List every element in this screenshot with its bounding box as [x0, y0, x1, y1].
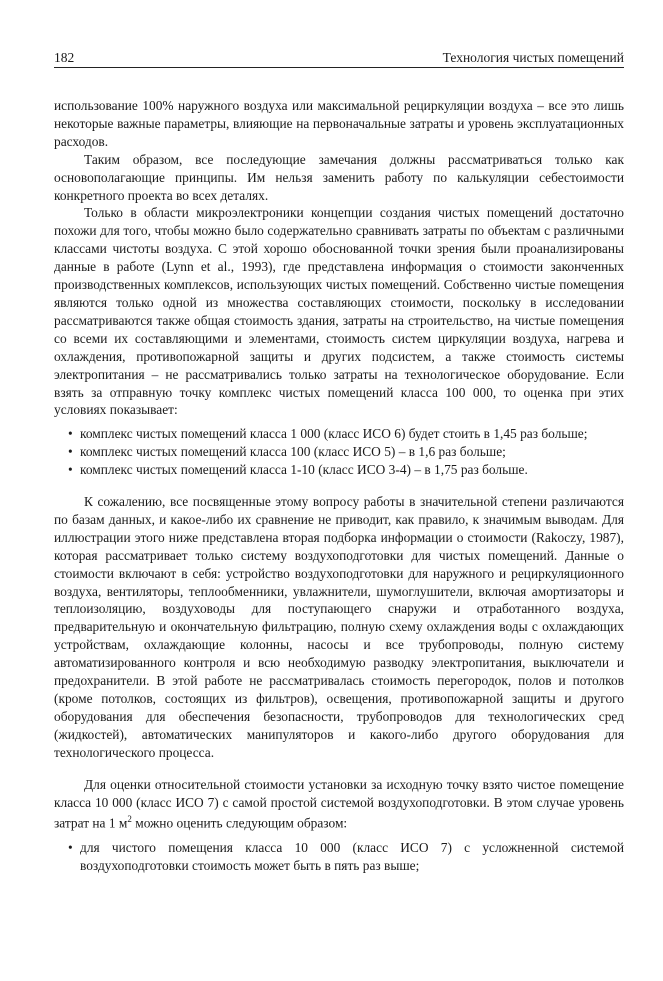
- running-header: [54, 46, 624, 68]
- paragraph-5: [54, 776, 624, 833]
- list-item: • комплекс чистых помещений класса 1-10 (класс ИСО 3-4) – в 1,75 раз больше.: [68, 461, 624, 479]
- list-item: • для чистого помещения класса 10 000 (класс ИСО 7) с усложненной системой воздухоподготовки стоимость может быть в пять раз выше;: [68, 839, 624, 875]
- paragraph-5-text-b: можно оценить следующим образом:: [131, 815, 348, 831]
- header-rule: [54, 67, 624, 68]
- bullet-list-1: [54, 425, 624, 479]
- paragraph-5-text-a: Для оценки относительной стоимости установки за исходную точку взято чистое помещение класса 10 000 (класс ИСО 7) с самой простой системой воздухоподготовки. В этом случае уровень затрат на 1 м: [54, 776, 624, 831]
- list-item: • комплекс чистых помещений класса 1 000 (класс ИСО 6) будет стоить в 1,45 раз больше;: [68, 425, 624, 443]
- paragraph-4: К сожалению, все посвященные этому вопросу работы в значительной степени различаются по базам данных, и какое-либо их сравнение не приводит, как правило, к значимым выводам. Для иллюстрации этого ниже представлена вторая подборка информации о стоимости (Rakoczy, 1987), которая рассматривает только систему воздухоподготовки для чистых помещений. Данные о стоимости включают в себя: устройство воздухоподготовки для наружного и рециркуляционного воздуха, вентиляторы, теплообменники, увлажнители, шумоглушители, включая амортизаторы и теплоизоляцию, воздуховоды для поступающего снаружи и отработанного воздуха, предварительную и окончательную фильтрацию, полную схему охлаждения воды с охлаждающих устройствам, охлаждающие колонны, насосы и все трубопроводы, полную систему автоматизированного контроля и всю необходимую разводку электропитания, выключатели и предохранители. В этой работе не рассматривалась стоимость перегородок, полов и потолков (кроме потолков, состоящих из фильтров), освещения, противопожарной защиты и другого оборудования для обеспечения безопасности, трубопроводов для технологических сред (жидкостей), автоматических манипуляторов и какого-либо другого оборудования для технологического процесса.: [54, 494, 624, 760]
- paragraph-1: использование 100% наружного воздуха или максимальной рециркуляции воздуха – все это лишь некоторые важные параметры, влияющие на первоначальные затраты и уровень эксплуатационных расходов.: [54, 98, 624, 149]
- page-number: 182: [54, 50, 75, 65]
- paragraph-3: Только в области микроэлектроники концепции создания чистых помещений достаточно похожи для того, чтобы можно было содержательно сравнивать затраты по объектам с различными классами чистоты воздуха. С этой хорошо обоснованной точки зрения были проанализированы данные в работе (Lynn et al., 1993), где представлена информация о стоимости законченных производственных комплексов, использующих чистых помещений. Собственно чистые помещения являются только одной из множества составляющих стоимости, поскольку в исследовании рассматриваются также общая стоимость здания, затраты на строительство, на чистые помещения со всеми их составляющими и элементами, стоимость систем циркуляции воздуха, нагрева и охлаждения, противопожарной защиты и других подсистем, а также стоимость системы электропитания – не рассматривались только затраты на технологическое оборудование. Если взять за отправную точку комплекс чистых помещений класса 100 000, то оценка при этих условиях показывает:: [54, 205, 624, 418]
- list-item: • комплекс чистых помещений класса 100 (класс ИСО 5) – в 1,6 раз больше;: [68, 443, 624, 461]
- running-title: Технология чистых помещений: [442, 50, 624, 65]
- bullet-list-2: [54, 839, 624, 875]
- page-body: [54, 97, 624, 875]
- paragraph-2: Таким образом, все последующие замечания должны рассматриваться только как основополагающие принципы. Им нельзя заменить работу по калькуляции себестоимости конкретного проекта во всех деталях.: [54, 151, 624, 203]
- superscript-2: 2: [127, 814, 132, 825]
